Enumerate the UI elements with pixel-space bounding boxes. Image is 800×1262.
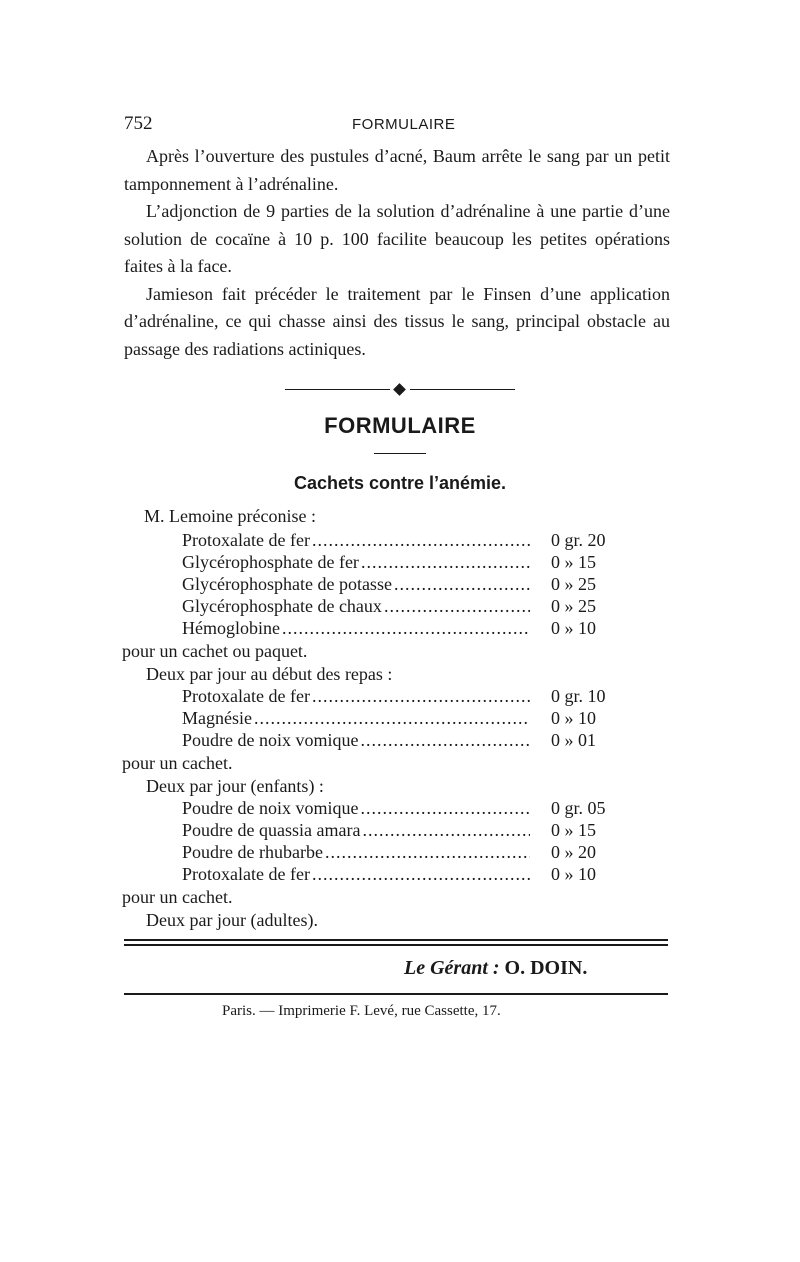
ingredient-name: Glycérophosphate de chaux bbox=[182, 596, 382, 616]
leader-dots bbox=[282, 618, 530, 639]
ingredient-line bbox=[182, 574, 530, 595]
section-title: FORMULAIRE bbox=[324, 413, 476, 438]
paragraph: Jamieson fait précéder le traitement par le Finsen d’une application d’adrénaline, ce qui chasse ainsi des tissus le sang, principal obstacle au passage des radiations actiniques. bbox=[124, 283, 670, 359]
ingredient-quantity: 0 » 10 bbox=[551, 618, 596, 638]
ornament-line bbox=[285, 389, 390, 390]
ingredient-line bbox=[182, 820, 530, 841]
ingredient-line bbox=[182, 708, 530, 729]
formula-note: pour un cachet ou paquet. bbox=[122, 641, 308, 661]
leader-dots bbox=[394, 574, 530, 595]
ingredient-quantity: 0 gr. 10 bbox=[551, 686, 606, 706]
ingredient-name: Hémoglobine bbox=[182, 618, 280, 638]
ingredient-name: Protoxalate de fer bbox=[182, 864, 310, 884]
dosage-instruction: Deux par jour au début des repas : bbox=[146, 664, 393, 684]
leader-dots bbox=[360, 798, 530, 819]
leader-dots bbox=[312, 864, 530, 885]
dosage-instruction: Deux par jour (enfants) : bbox=[146, 776, 324, 796]
section-ornament bbox=[285, 385, 515, 395]
ingredient-name: Protoxalate de fer bbox=[182, 530, 310, 550]
ingredient-line bbox=[182, 596, 530, 617]
running-title: FORMULAIRE bbox=[352, 116, 456, 133]
ingredient-quantity: 0 gr. 05 bbox=[551, 798, 606, 818]
ingredient-line bbox=[182, 864, 530, 885]
ingredient-name: Poudre de noix vomique bbox=[182, 730, 359, 750]
ingredient-name: Poudre de rhubarbe bbox=[182, 842, 323, 862]
printer-imprint: Paris. — Imprimerie F. Levé, rue Cassette, 17. bbox=[222, 1003, 501, 1019]
ingredient-line bbox=[182, 730, 530, 751]
prescription-intro: M. Lemoine préconise : bbox=[144, 506, 316, 526]
ingredient-quantity: 0 » 10 bbox=[551, 708, 596, 728]
ingredient-quantity: 0 » 15 bbox=[551, 820, 596, 840]
imprint-rule bbox=[124, 993, 668, 995]
ingredient-quantity: 0 » 01 bbox=[551, 730, 596, 750]
leader-dots bbox=[312, 686, 530, 707]
page-number: 752 bbox=[124, 113, 153, 134]
ingredient-line bbox=[182, 798, 530, 819]
leader-dots bbox=[312, 530, 530, 551]
ingredient-quantity: 0 » 25 bbox=[551, 574, 596, 594]
ingredient-line bbox=[182, 552, 530, 573]
ingredient-name: Protoxalate de fer bbox=[182, 686, 310, 706]
leader-dots bbox=[325, 842, 530, 863]
formula-note: pour un cachet. bbox=[122, 753, 233, 773]
ingredient-name: Glycérophosphate de fer bbox=[182, 552, 359, 572]
ingredient-name: Magnésie bbox=[182, 708, 252, 728]
leader-dots bbox=[384, 596, 530, 617]
ingredient-quantity: 0 » 25 bbox=[551, 596, 596, 616]
footer-rule bbox=[124, 944, 668, 946]
ingredient-line bbox=[182, 686, 530, 707]
subsection-title: Cachets contre l’anémie. bbox=[293, 473, 507, 493]
ingredient-line bbox=[182, 842, 530, 863]
formula-note: pour un cachet. bbox=[122, 887, 233, 907]
diamond-icon bbox=[393, 383, 406, 396]
ingredient-quantity: 0 » 15 bbox=[551, 552, 596, 572]
footer-rule bbox=[124, 939, 668, 941]
ornament-line bbox=[410, 389, 515, 390]
leader-dots bbox=[360, 730, 530, 751]
ingredient-quantity: 0 » 10 bbox=[551, 864, 596, 884]
section-title-rule bbox=[374, 453, 426, 454]
signature-label: Le Gérant : bbox=[404, 957, 500, 979]
body-text bbox=[124, 143, 670, 363]
ingredient-name: Glycérophosphate de potasse bbox=[182, 574, 392, 594]
leader-dots bbox=[361, 552, 530, 573]
paragraph: L’adjonction de 9 parties de la solution d’adrénaline à une partie d’une solution de cocaïne à 10 p. 100 facilite beaucoup les petites opérations faites à la face. bbox=[124, 201, 670, 276]
ingredient-name: Poudre de quassia amara bbox=[182, 820, 361, 840]
ingredient-quantity: 0 gr. 20 bbox=[551, 530, 606, 550]
signature-name: O. DOIN. bbox=[504, 957, 588, 979]
ingredient-line bbox=[182, 530, 530, 551]
leader-dots bbox=[362, 820, 530, 841]
leader-dots bbox=[254, 708, 530, 729]
signature bbox=[404, 957, 587, 980]
dosage-instruction: Deux par jour (adultes). bbox=[146, 910, 318, 930]
ingredient-line bbox=[182, 618, 530, 639]
ingredient-name: Poudre de noix vomique bbox=[182, 798, 359, 818]
paragraph: Après l’ouverture des pustules d’acné, Baum arrête le sang par un petit tamponnement à l’adrénaline. bbox=[124, 146, 670, 194]
ingredient-quantity: 0 » 20 bbox=[551, 842, 596, 862]
